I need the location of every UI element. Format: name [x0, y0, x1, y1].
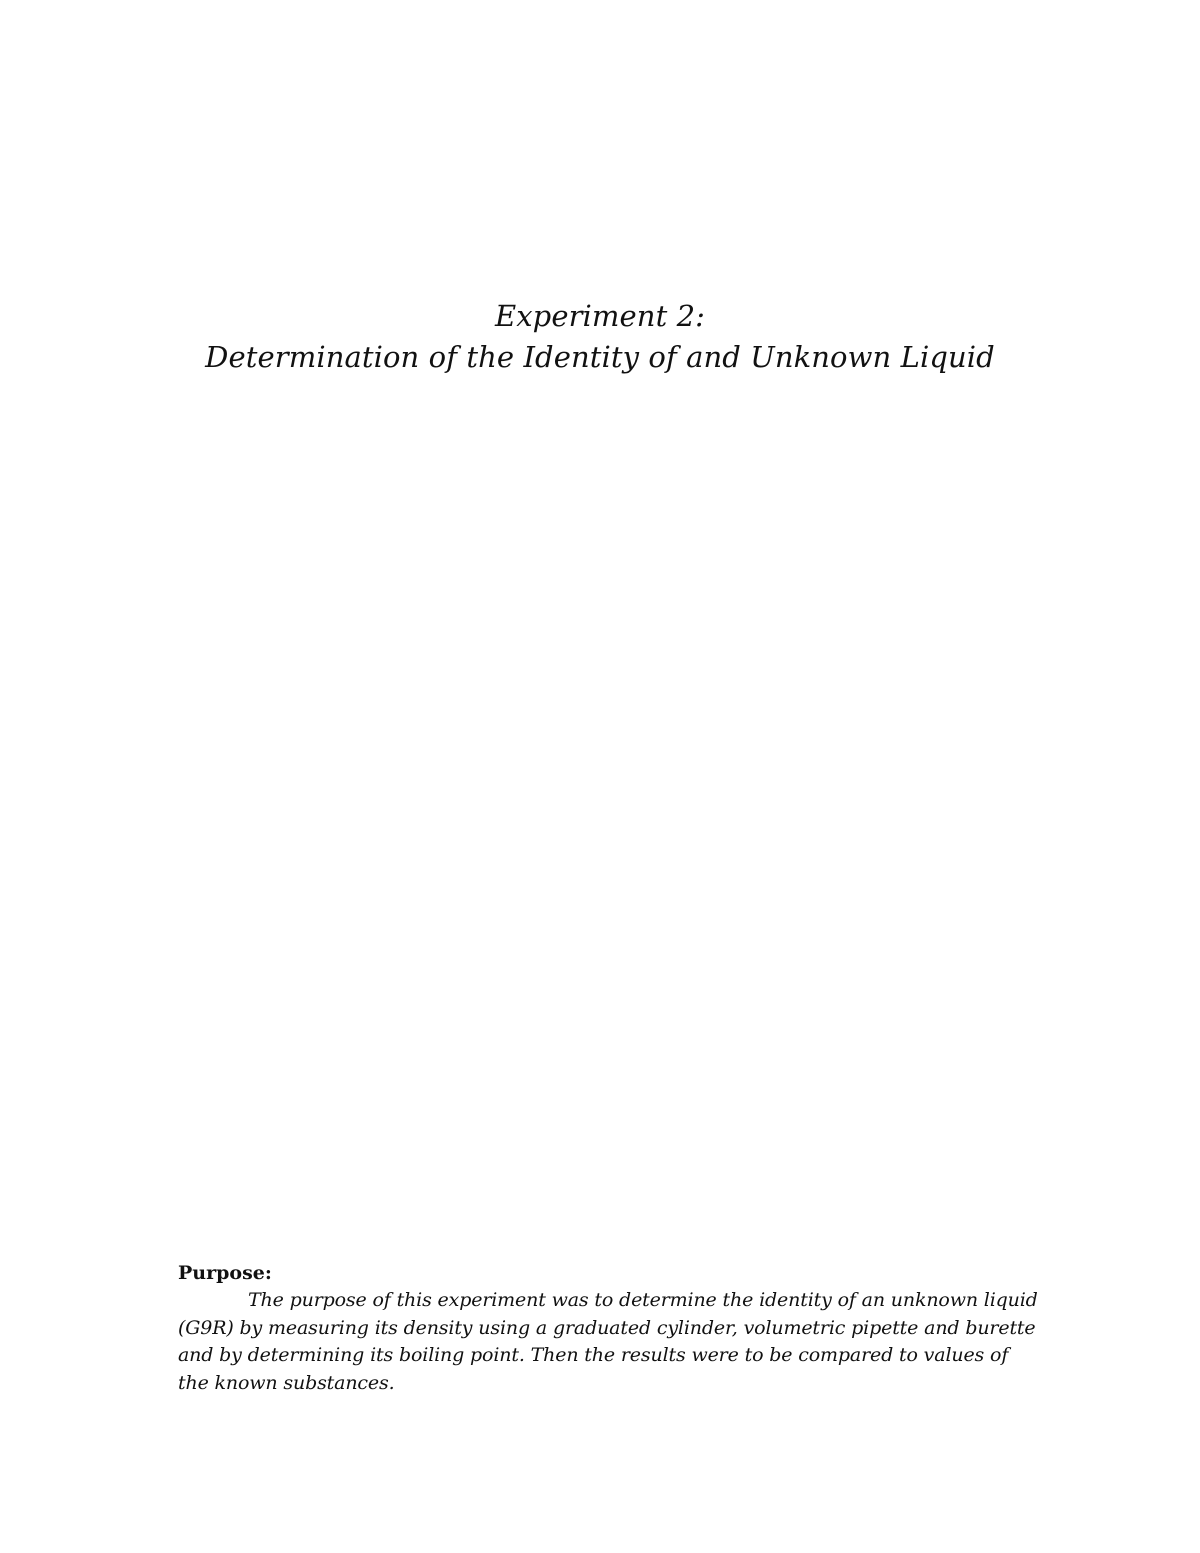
document-title: [0, 296, 1200, 378]
purpose-heading: Purpose:: [178, 1262, 272, 1284]
purpose-section: [178, 1260, 1038, 1397]
title-line-2: Determination of the Identity of and Unknown Liquid: [205, 340, 995, 374]
title-line-1: Experiment 2:: [494, 299, 706, 333]
purpose-body: The purpose of this experiment was to determine the identity of an unknown liquid (G9R) by measuring its density using a graduated cylinder, volumetric pipette and burette and by determining its boiling point. Then the results were to be compared to values of the known substances.: [178, 1289, 1038, 1394]
